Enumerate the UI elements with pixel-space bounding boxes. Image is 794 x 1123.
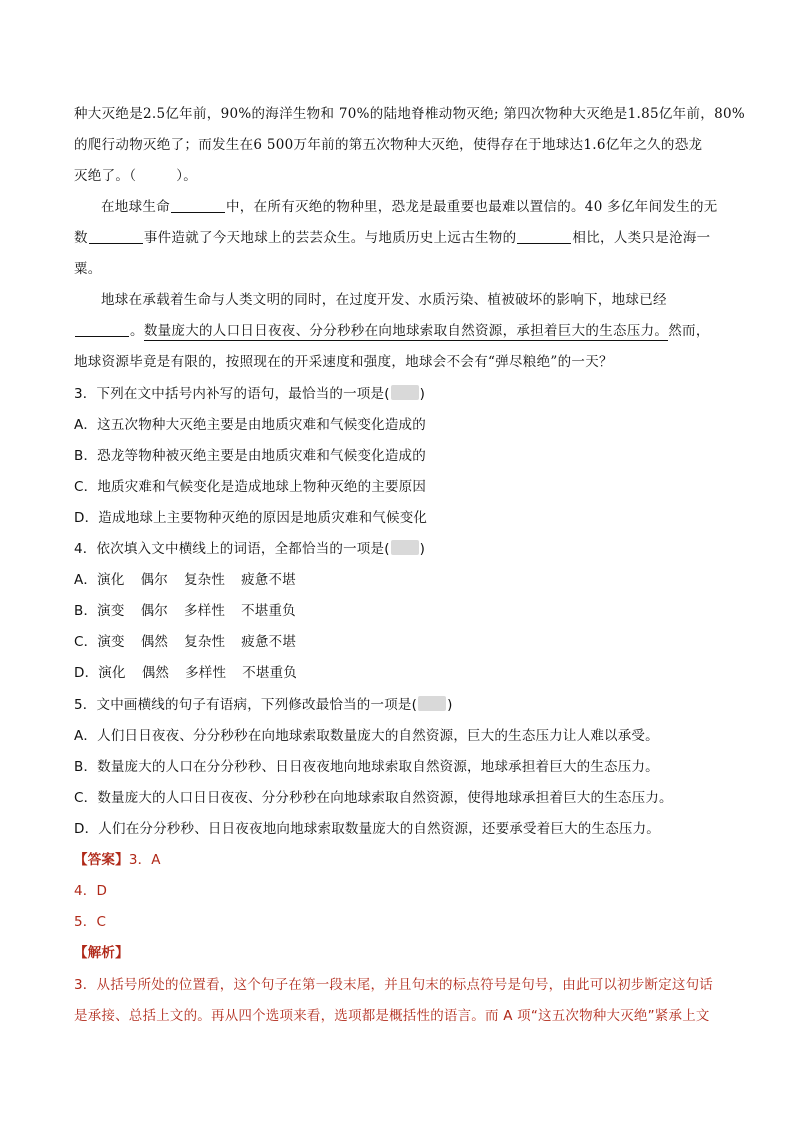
analysis-tag	[74, 943, 734, 963]
passage-text: 灭绝了。（	[74, 168, 137, 184]
analysis-label: 【解析】	[74, 945, 129, 961]
question-3-stem	[74, 384, 734, 404]
answer-4: 4．D	[74, 883, 108, 899]
option-a: A．这五次物种大灭绝主要是由地质灾难和气候变化造成的	[74, 417, 426, 433]
option-a: A．人们日日夜夜、分分秒秒在向地球索取数量庞大的自然资源，巨大的生态压力让人难以承受。	[74, 728, 659, 744]
question-text: 5．文中画横线的句子有语病，下列修改最恰当的一项是(	[74, 697, 418, 713]
answer-block	[74, 850, 734, 870]
option-word: A．演化	[74, 572, 125, 588]
option-word: 偶然	[140, 634, 169, 650]
option-word: D．演化	[74, 665, 126, 681]
option-word: 偶然	[141, 665, 170, 681]
analysis-line: 3．从括号所处的位置看，这个句子在第一段末尾，并且句末的标点符号是句号，由此可以初步断定这句话	[74, 977, 713, 993]
option-word: C．演变	[74, 634, 125, 650]
answer-box[interactable]	[391, 540, 419, 555]
answer-tag: 【答案】	[74, 852, 129, 868]
option-d: D．人们在分分秒秒、日日夜夜地向地球索取数量庞大的自然资源，还要承受着巨大的生态压力。	[74, 821, 660, 837]
passage-line	[74, 321, 734, 341]
passage-text: 事件造就了今天地球上的芸芸众生。与地质历史上远古生物的	[143, 230, 517, 246]
option-word: B．演变	[74, 603, 125, 619]
passage-text: 在地球生命	[101, 199, 170, 215]
option-c: C．地质灾难和气候变化是造成地球上物种灭绝的主要原因	[74, 479, 427, 495]
passage-text: 中，在所有灭绝的物种里，恐龙是最重要也最难以置信的。40 多亿年间发生的无	[226, 199, 718, 215]
fill-blank-2[interactable]	[89, 229, 143, 244]
passage-line	[74, 166, 734, 186]
option-word: 多样性	[183, 603, 226, 619]
option-b	[74, 601, 734, 621]
passage-line	[74, 228, 734, 248]
answer-5: 5．C	[74, 914, 107, 930]
option-word: 疲惫不堪	[241, 572, 296, 588]
option-word: 多样性	[185, 665, 227, 681]
option-word: 偶尔	[140, 572, 168, 588]
option-word: 疲惫不堪	[241, 634, 297, 650]
passage-line	[101, 197, 734, 217]
answer-box[interactable]	[418, 696, 446, 711]
passage-line: 地球在承载着生命与人类文明的同时，在过度开发、水质污染、植被破坏的影响下，地球已经	[101, 292, 667, 308]
question-5-stem	[74, 695, 734, 715]
option-a	[74, 570, 734, 590]
passage-text: 数	[74, 230, 88, 246]
question-text: )	[447, 697, 453, 713]
answer-box[interactable]	[391, 385, 419, 400]
option-word: 不堪重负	[241, 603, 296, 619]
option-d	[74, 663, 734, 683]
question-4-stem	[74, 539, 734, 559]
option-word: 复杂性	[183, 572, 226, 588]
option-word: 不堪重负	[242, 665, 298, 681]
passage-line: 种大灭绝是2.5亿年前，90%的海洋生物和 70%的陆地脊椎动物灭绝; 第四次物种大灭绝是1.85亿年前，80%	[74, 106, 745, 122]
option-c	[74, 632, 734, 652]
underlined-sentence: 数量庞大的人口日日夜夜、分分秒秒在向地球索取自然资源，承担着巨大的生态压力。	[143, 323, 669, 339]
answer-3: 3．A	[128, 852, 161, 868]
option-word: 偶尔	[140, 603, 168, 619]
passage-line: 的爬行动物灭绝了；而发生在6 500万年前的第五次物种大灭绝，使得存在于地球达1.6亿年之久的恐龙	[74, 137, 703, 153]
passage-text: 。	[130, 323, 144, 339]
analysis-line: 是承接、总括上文的。再从四个选项来看，选项都是概括性的语言。而 A 项“这五次物种大灭绝”紧承上文	[74, 1008, 710, 1024]
option-c: C．数量庞大的人口日日夜夜、分分秒秒在向地球索取自然资源，使得地球承担着巨大的生态压力。	[74, 790, 673, 806]
fill-blank-4[interactable]	[75, 322, 129, 337]
question-text: )	[419, 386, 426, 402]
passage-line: 地球资源毕竟是有限的，按照现在的开采速度和强度，地球会不会有“弹尽粮绝”的一天？	[74, 354, 613, 370]
passage-line: 粟。	[74, 261, 102, 277]
fill-blank-3[interactable]	[517, 229, 571, 244]
option-b: B．数量庞大的人口在分分秒秒、日日夜夜地向地球索取自然资源，地球承担着巨大的生态压力。	[74, 759, 659, 775]
passage-text: ）。	[176, 168, 198, 184]
question-text: )	[419, 541, 426, 557]
option-d: D．造成地球上主要物种灭绝的原因是地质灾难和气候变化	[74, 510, 428, 526]
question-text: 4．依次填入文中横线上的词语，全都恰当的一项是(	[74, 541, 390, 557]
question-text: 3．下列在文中括号内补写的语句，最恰当的一项是(	[74, 386, 390, 402]
passage-text: 然而，	[668, 323, 710, 339]
option-word: 复杂性	[184, 634, 226, 650]
passage-text: 相比，人类只是沧海一	[572, 230, 711, 246]
fill-blank-1[interactable]	[171, 198, 225, 213]
option-b: B．恐龙等物种被灭绝主要是由地质灾难和气候变化造成的	[74, 448, 426, 464]
